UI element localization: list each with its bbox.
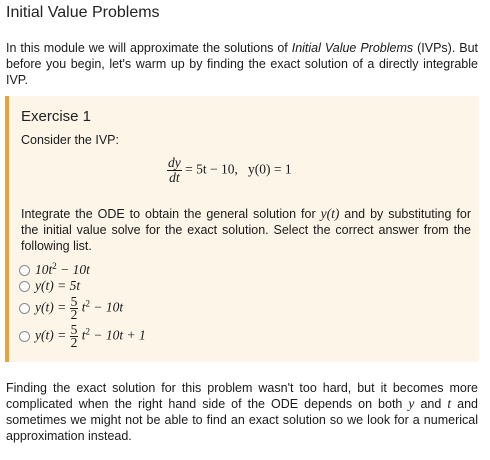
outro-var-y: y xyxy=(408,396,415,411)
exercise-instructions xyxy=(21,206,471,254)
intro-paragraph xyxy=(6,40,478,88)
outro-text-3: and sometimes we might not be able to find an exact solution so we look for a numerical approximation instead. xyxy=(6,397,478,443)
ode-initial-condition: y(0) = 1 xyxy=(247,161,292,177)
choice-option-2[interactable] xyxy=(19,278,146,294)
choice-lhs: y(t) = xyxy=(35,299,70,315)
choice-rest: − 10t xyxy=(89,299,124,315)
answer-choices xyxy=(19,262,146,350)
choice-label xyxy=(35,262,90,278)
page-title: Initial Value Problems xyxy=(6,4,160,21)
choice-label xyxy=(35,293,124,322)
choice-option-1[interactable] xyxy=(19,262,146,278)
choice-expression: 10t xyxy=(35,262,53,277)
ode-equation xyxy=(167,156,292,185)
choice-fraction xyxy=(70,293,79,322)
fraction-denominator: 2 xyxy=(70,306,78,322)
choice-variable: t xyxy=(81,299,86,315)
radio-button[interactable] xyxy=(19,303,30,314)
ode-derivative-fraction xyxy=(167,156,182,185)
intro-text-after: (IVPs). But before you begin, let's warm up by finding the exact solution of a directly integrable IVP. xyxy=(6,41,479,87)
choice-label: y(t) = 5t xyxy=(35,278,81,293)
choice-variable: t xyxy=(81,327,86,343)
fraction-numerator: 5 xyxy=(70,321,78,337)
intro-text-before: In this module we will approximate the solutions of xyxy=(6,41,292,55)
outro-var-t: t xyxy=(447,396,452,411)
choice-option-4[interactable] xyxy=(19,322,146,350)
ode-numerator: dy xyxy=(168,155,181,170)
radio-button[interactable] xyxy=(19,281,30,292)
instructions-y-of-t: y(t) xyxy=(320,206,340,221)
choice-option-3[interactable] xyxy=(19,294,146,322)
outro-text-1: Finding the exact solution for this problem wasn't too hard, but it becomes more complicated when the right hand side of the ODE depends on both xyxy=(6,381,478,411)
choice-rest: − 10t + 1 xyxy=(89,327,146,343)
ode-rhs: = 5t − 10, xyxy=(181,161,238,177)
outro-paragraph xyxy=(6,380,478,444)
radio-button[interactable] xyxy=(19,331,30,342)
exercise-title: Exercise 1 xyxy=(21,108,92,125)
choice-label xyxy=(35,321,146,350)
fraction-numerator: 5 xyxy=(70,293,78,309)
outro-text-2: and xyxy=(414,397,448,411)
radio-button[interactable] xyxy=(19,265,30,276)
ode-denominator: dt xyxy=(169,170,180,185)
intro-emphasis: Initial Value Problems xyxy=(291,41,414,55)
instructions-after: and by substituting for the initial value solve for the exact solution. Select the correct answer from the following list. xyxy=(21,207,471,253)
choice-exponent: 2 xyxy=(85,298,90,309)
choice-exponent: 2 xyxy=(52,261,57,271)
choice-exponent: 2 xyxy=(85,326,90,337)
choice-lhs: y(t) = xyxy=(35,327,70,343)
instructions-before: Integrate the ODE to obtain the general solution for xyxy=(21,207,321,221)
exercise-consider-text: Consider the IVP: xyxy=(21,133,119,147)
exercise-panel xyxy=(5,96,479,362)
fraction-denominator: 2 xyxy=(70,334,78,350)
choice-fraction xyxy=(70,321,79,350)
choice-rest: − 10t xyxy=(56,262,90,277)
